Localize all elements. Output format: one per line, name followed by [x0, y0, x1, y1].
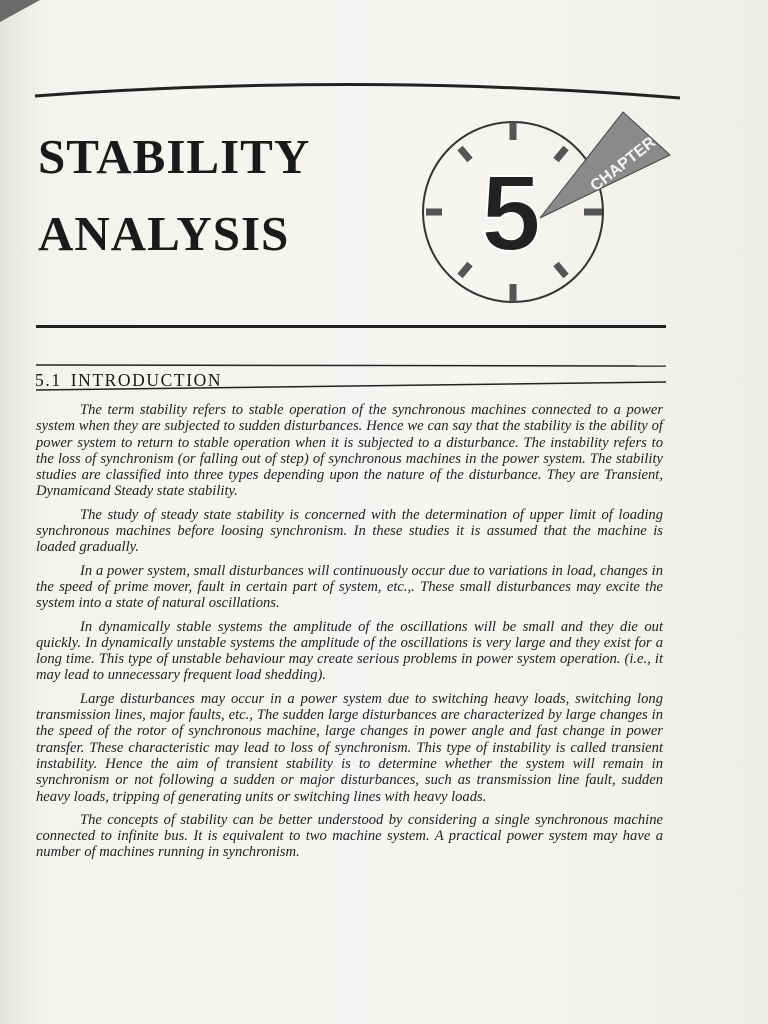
- chapter-number: 5: [480, 152, 542, 273]
- body-text: [36, 402, 663, 868]
- section-title: INTRODUCTION: [70, 370, 223, 390]
- chapter-title-line2: ANALYSIS: [38, 206, 290, 261]
- paragraph: In a power system, small disturbances will continuously occur due to variations in load, changes in the speed of prime mover, fault in certain part of system, etc.,. These small disturbances may excite the system into a state of natural oscillations.: [36, 562, 663, 612]
- chapter-label: CHAPTER: [587, 133, 659, 195]
- title-bottom-rule: [36, 325, 666, 328]
- paragraph: The term stability refers to stable operation of the synchronous machines connected to a power system when they are subjected to sudden disturbances. Hence we can say that the stability is the ability of power system to return to stable operation when it is subjected to a disturbance. The instability refers to the loss of synchronism (or falling out of step) of synchronous machines in the power system. The stability studies are classified into three types depending upon the nature of the disturbance. They are Transient, Dynamicand Steady state stability.: [36, 402, 663, 500]
- chapter-badge: [418, 100, 678, 315]
- section-rules: [0, 360, 768, 400]
- section-number: 5.1: [35, 370, 62, 390]
- paragraph: The study of steady state stability is concerned with the determination of upper limit of loading synchronous machines before loosing synchronism. In these studies it is assumed that the machine is loaded gradually.: [36, 506, 663, 556]
- paragraph: Large disturbances may occur in a power system due to switching heavy loads, switching long transmission lines, major faults, etc., The sudden large disturbances are characterized by large changes in the speed of the rotor of synchronous machine, large changes in power angle and fast change in power transfer. These characteristic may lead to loss of synchronism. This type of instability is called transient instability. Hence the aim of transient stability is to determine whether the system will remain in synchronism or not following a sudden or major disturbances, such as transmission line fault, sudden heavy loads, tripping of generating units or switching lines with heavy loads.: [36, 690, 663, 805]
- paragraph: The concepts of stability can be better understood by considering a single synchronous machine connected to infinite bus. It is equivalent to two machine system. A practical power system may have a number of machines running in synchronism.: [36, 811, 663, 861]
- chapter-title-line1: STABILITY: [38, 129, 311, 184]
- paragraph: In dynamically stable systems the amplitude of the oscillations will be small and they die out quickly. In dynamically unstable systems the amplitude of the oscillations is very large and they exist for a long time. This type of unstable behaviour may create serious problems in power system operation. (i.e., it may lead to unnecessary frequent load shedding).: [36, 618, 663, 684]
